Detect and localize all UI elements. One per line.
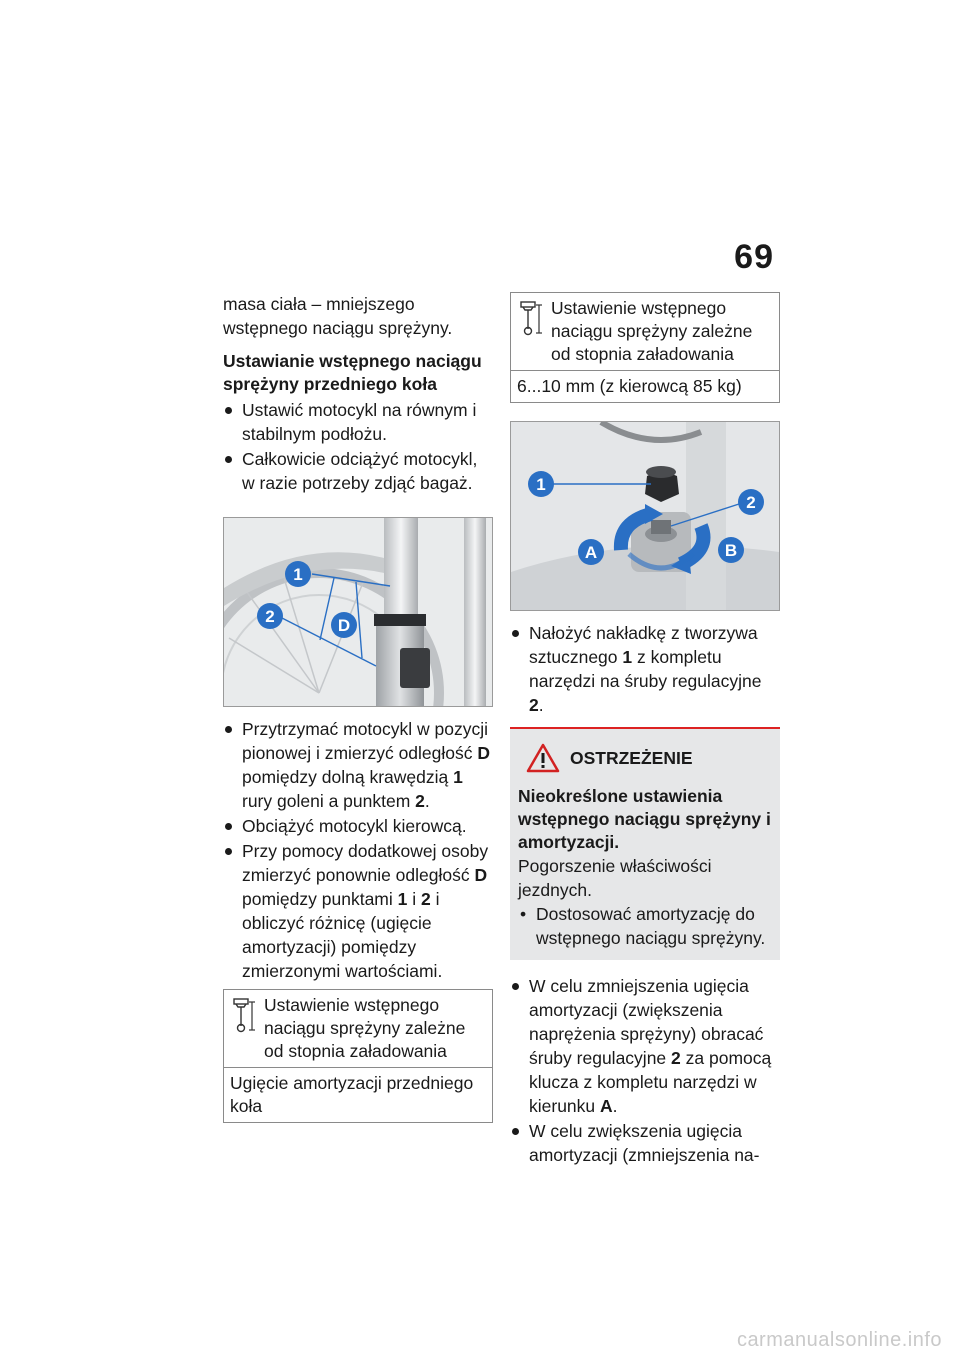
svg-text:2: 2 xyxy=(746,493,756,512)
list-item: W celu zwiększenia ugięcia amortyzacji (zmniejszenia na- xyxy=(510,1119,780,1167)
callout-1 xyxy=(285,561,311,587)
adjust-step-list xyxy=(510,974,780,1167)
callout-1 xyxy=(528,471,554,497)
warning-list xyxy=(518,902,772,950)
svg-text:1: 1 xyxy=(293,565,303,584)
list-item: • Dostosować amortyzację do wstępnego naciągu sprężyny. xyxy=(518,902,772,950)
callout-a xyxy=(578,539,604,565)
section-heading: Ustawianie wstępnego naciągu sprężyny przedniego koła xyxy=(223,351,482,394)
svg-text:2: 2 xyxy=(265,607,275,626)
step-list xyxy=(223,398,493,495)
spec-box-sag xyxy=(223,989,493,1123)
warning-text: Pogorszenie właściwości jezdnych. xyxy=(518,856,712,900)
warning-panel xyxy=(510,727,780,960)
svg-text:1: 1 xyxy=(536,475,546,494)
adjuster-figure xyxy=(510,421,780,611)
svg-text:D: D xyxy=(337,616,351,635)
spec-heading: Ustawienie wstępnego naciągu sprężyny zależne od stopnia załadowania xyxy=(264,995,466,1061)
warning-lead: Nieokreślone ustawienia wstępnego naciągu sprężyny i amortyzacji. xyxy=(518,786,771,852)
list-item: Nałożyć nakładkę z tworzywa sztucznego 1 z kompletu narzędzi na śruby regulacyjne 2. xyxy=(510,621,780,717)
callout-d xyxy=(331,612,357,638)
callout-b xyxy=(718,537,744,563)
fork-measurement-figure xyxy=(223,517,493,707)
cap-step-list xyxy=(510,621,780,717)
measure-step-list xyxy=(223,717,493,983)
spec-value: Ugięcie amortyzacji przedniego koła xyxy=(230,1073,474,1116)
callout-2 xyxy=(257,603,283,629)
list-item: Całkowicie odciążyć motocykl, w razie potrzeby zdjąć bagaż. xyxy=(223,447,493,495)
spec-value: 6...10 mm (z kierowcą 85 kg) xyxy=(517,376,742,396)
spring-preload-icon xyxy=(517,297,551,366)
watermark: carmanualsonline.info xyxy=(736,1329,942,1351)
intro-text: masa ciała – mniejszego wstępnego naciągu sprężyny. xyxy=(223,294,453,338)
left-column xyxy=(223,292,493,1123)
spec-box-preload xyxy=(510,292,780,403)
list-item: Obciążyć motocykl kierowcą. xyxy=(223,814,493,838)
list-item: Ustawić motocykl na równym i stabilnym podłożu. xyxy=(223,398,493,446)
warning-triangle-icon xyxy=(526,743,560,773)
svg-text:B: B xyxy=(724,541,738,560)
list-item: W celu zmniejszenia ugięcia amortyzacji (zwiększenia naprężenia sprężyny) obracać śruby regulacyjne 2 za pomocą klucza z kompletu narzędzi w kierunku A. xyxy=(510,974,780,1118)
spec-heading: Ustawienie wstępnego naciągu sprężyny zależne od stopnia załadowania xyxy=(551,298,753,364)
page-number: 69 xyxy=(734,238,774,276)
list-item: Przytrzymać motocykl w pozycji pionowej i zmierzyć odległość D pomiędzy dolną krawędzią 1 rury goleni a punktem 2. xyxy=(223,717,493,813)
spring-preload-icon xyxy=(230,994,264,1063)
svg-text:A: A xyxy=(584,543,598,562)
list-item: Przy pomocy dodatkowej osoby zmierzyć ponownie odległość D pomiędzy punktami 1 i 2 i obliczyć różnicę (ugięcie amortyzacji) pomiędzy zmierzonymi wartościami. xyxy=(223,839,493,983)
warning-title: OSTRZEŻENIE xyxy=(570,748,693,768)
callout-2 xyxy=(738,489,764,515)
right-column xyxy=(510,292,780,1168)
